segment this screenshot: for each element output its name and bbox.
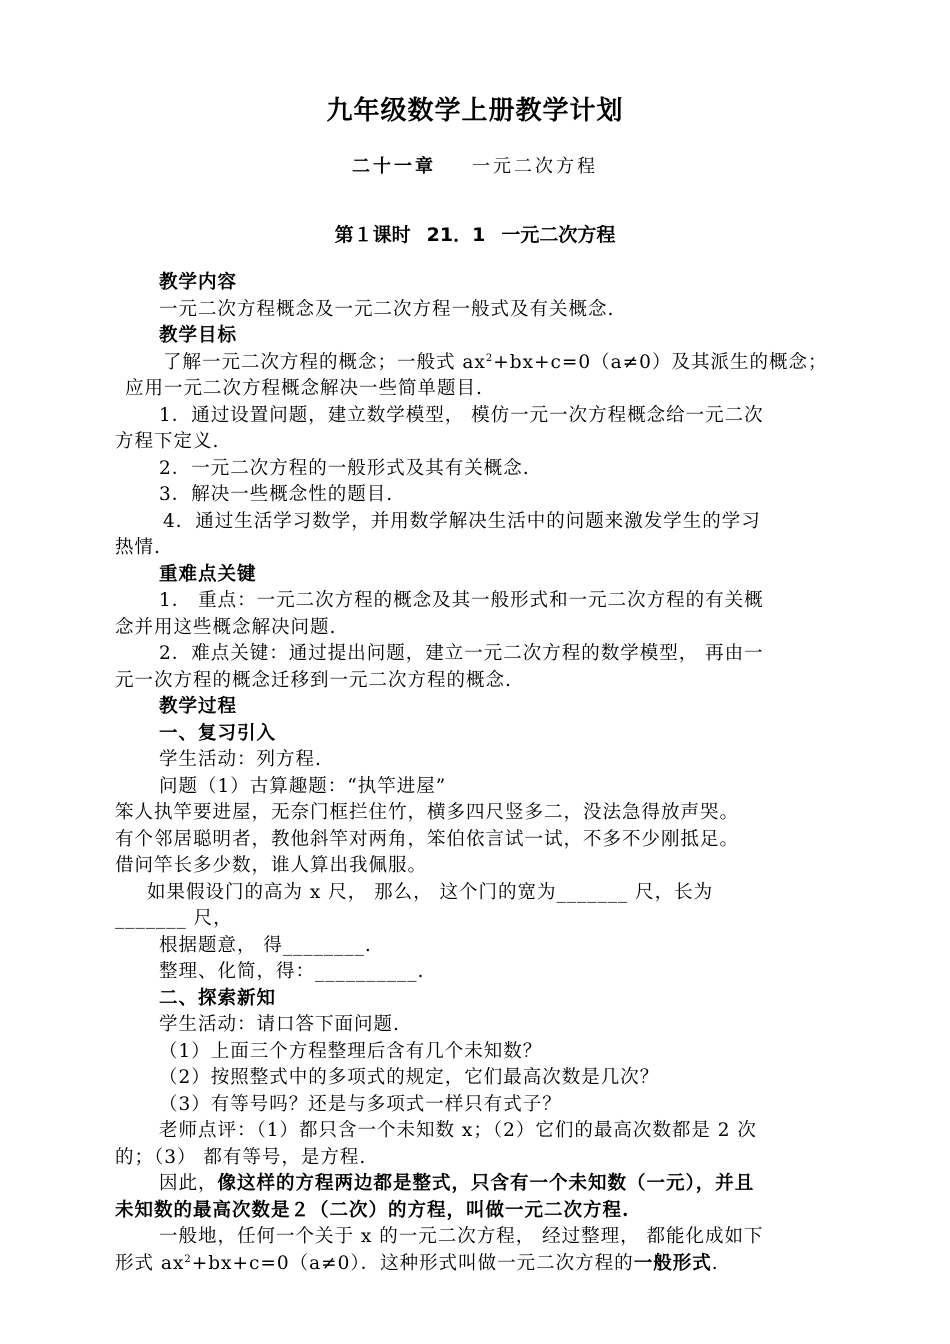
general-form-line: 一般地，任何一个关于 x 的一元二次方程， 经过整理， 都能化成如下: [159, 1226, 764, 1247]
poem-line-3: 借问竿长多少数，谁人算出我佩服。: [115, 855, 428, 876]
key-1-cont: 念并用这些概念解决问题.: [115, 616, 337, 638]
chapter-name: 一元二次方程: [472, 156, 598, 177]
question-2: （2）按照整式中的多项式的规定，它们最高次数是几次？: [159, 1067, 660, 1088]
definition-line: [115, 1171, 860, 1198]
assume-line-cont: [115, 906, 860, 933]
goal-1: 1．通过设置问题，建立数学模型， 模仿一元一次方程概念给一元二次: [159, 404, 764, 426]
assume-text: 尺，长为: [628, 881, 714, 903]
simplify-line: [115, 959, 860, 986]
general-text: 形式 ax: [115, 1252, 185, 1274]
lesson-number: 21．1: [426, 224, 486, 246]
poem-line-2: 有个邻居聪明者，教他斜竿对两角，笨伯依言试一试，不多不少刚抵足。: [115, 828, 740, 850]
general-text: +bx+c=0（a≠0）．这种形式叫做一元二次方程的: [191, 1252, 634, 1274]
teacher-comment-cont: 的；（3） 都有等号，是方程.: [115, 1146, 367, 1168]
assume-text: 如果假设门的高为 x 尺， 那么， 这个门的宽为: [147, 881, 557, 903]
superscript: 2: [184, 1253, 192, 1265]
goal-2: 2．一元二次方程的一般形式及其有关概念.: [159, 457, 530, 479]
key-2: 2．难点关键：通过提出问题，建立一元二次方程的数学模型， 再由一: [159, 643, 764, 664]
chapter-heading: [0, 152, 950, 178]
lesson-prefix: 第１课时: [334, 224, 411, 246]
document-body: [115, 270, 860, 1277]
general-form-line-cont: [115, 1251, 860, 1278]
goals-intro: [115, 350, 860, 377]
basis-line: [115, 933, 860, 960]
content-text: 一元二次方程概念及一元二次方程一般式及有关概念.: [159, 298, 615, 320]
question-3: （3）有等号吗？还是与多项式一样只有式子？: [159, 1093, 562, 1115]
goal-4-cont: 热情.: [115, 537, 161, 558]
part2-activity: 学生活动：请口答下面问题.: [159, 1014, 400, 1035]
simplify-text: 整理、化简，得：: [159, 961, 316, 982]
goal-1-cont: 方程下定义.: [115, 431, 220, 452]
general-text: .: [711, 1252, 719, 1274]
part1-problem: 问题（1）古算趣题：“执竿进屋”: [159, 775, 447, 797]
definition-text: 因此，: [159, 1173, 218, 1194]
answer-blank: __________: [315, 961, 418, 982]
key-heading: 重难点关键: [159, 563, 257, 585]
goals-intro-2: 应用一元二次方程概念解决一些简单题目.: [125, 378, 483, 399]
part1-heading: 一、复习引入: [159, 722, 277, 744]
goal-4: 4．通过生活学习数学，并用数学解决生活中的问题来激发学生的学习: [163, 510, 761, 532]
goal-3: 3．解决一些概念性的题目.: [159, 484, 394, 505]
document-title: 九年级数学上册教学计划: [326, 96, 624, 126]
goals-heading: 教学目标: [159, 325, 238, 346]
key-2-cont: 元一次方程的概念迁移到一元二次方程的概念.: [115, 669, 512, 691]
poem-line-1: 笨人执竿要进屋，无奈门框拦住竹，横多四尺竖多二，没法急得放声哭。: [115, 802, 740, 823]
basis-text: .: [364, 934, 372, 956]
question-1: （1）上面三个方程整理后含有几个未知数？: [159, 1040, 543, 1062]
answer-blank: _______: [115, 908, 187, 929]
lesson-heading: [0, 220, 950, 247]
key-1: 1． 重点：一元二次方程的概念及其一般形式和一元二次方程的有关概: [159, 590, 764, 611]
process-heading: 教学过程: [159, 696, 238, 717]
definition-line-cont: 未知数的最高次数是２（二次）的方程，叫做一元二次方程.: [115, 1199, 630, 1221]
content-heading: 教学内容: [159, 272, 238, 293]
answer-blank: _______: [556, 881, 629, 903]
part2-heading: 二、探索新知: [159, 987, 277, 1009]
simplify-text: .: [417, 961, 425, 982]
answer-blank: ________: [282, 934, 365, 956]
assume-line: [115, 880, 860, 907]
part1-activity: 学生活动：列方程.: [159, 749, 322, 770]
superscript: 2: [485, 352, 494, 364]
general-form-term: 一般形式: [633, 1252, 712, 1274]
assume-text: 尺，: [186, 908, 233, 929]
definition-bold: 像这样的方程两边都是整式，只含有一个未知数（一元），并且: [217, 1173, 755, 1194]
chapter-number: 二十一章: [352, 156, 436, 177]
goals-intro-part: +bx+c=0（a≠0）及其派生的概念；: [493, 351, 828, 373]
basis-text: 根据题意， 得: [159, 934, 283, 956]
teacher-comment: 老师点评：（1）都只含一个未知数 x；（2）它们的最高次数都是 2 次: [159, 1120, 757, 1141]
goals-intro-part: 了解一元二次方程的概念；一般式 ax: [163, 351, 486, 373]
lesson-name: 一元二次方程: [501, 224, 616, 246]
